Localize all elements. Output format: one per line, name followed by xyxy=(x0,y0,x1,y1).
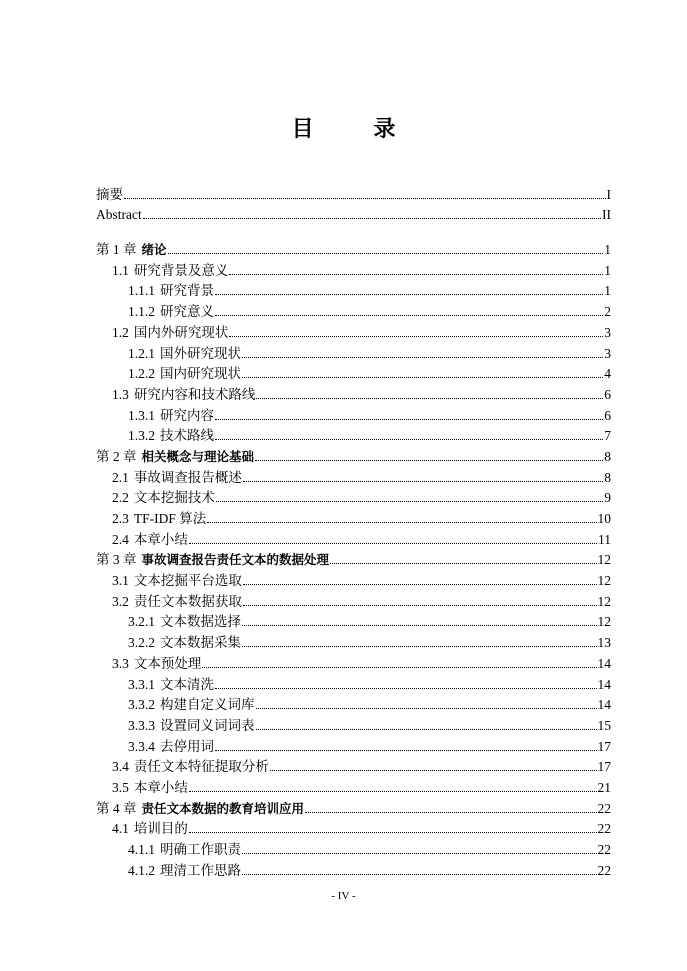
toc-entry-label xyxy=(112,259,228,279)
toc-entry[interactable] xyxy=(96,182,611,203)
toc-entry-label xyxy=(112,528,188,548)
toc-entry-page: 7 xyxy=(604,428,611,444)
toc-entry-text: 文本数据采集 xyxy=(160,635,241,651)
toc-entry-label xyxy=(128,673,214,693)
toc-entry-number: 第 3 章 xyxy=(96,552,137,568)
toc-entry[interactable] xyxy=(96,651,611,672)
toc-entry-label xyxy=(112,590,242,610)
toc-entry-label xyxy=(128,404,214,424)
dot-leader xyxy=(229,336,603,337)
toc-entry-number: 第 4 章 xyxy=(96,800,137,816)
dot-leader xyxy=(207,522,596,523)
toc-entry-text: 研究背景 xyxy=(160,283,214,299)
toc-entry-page: I xyxy=(606,186,611,202)
toc-entry-number: 2.3 xyxy=(112,511,129,526)
dot-leader xyxy=(256,398,603,399)
toc-entry-page: 22 xyxy=(597,800,611,816)
toc-entry-label xyxy=(128,362,241,382)
toc-entry-label xyxy=(96,445,254,465)
toc-entry-page: 8 xyxy=(604,469,611,485)
toc-entry[interactable] xyxy=(96,817,611,838)
toc-entry-page: 4 xyxy=(604,366,611,382)
toc-entry-page: 12 xyxy=(597,573,611,589)
toc-entry[interactable] xyxy=(96,548,611,569)
toc-entry-number: 1.1.2 xyxy=(128,304,155,320)
toc-entry-label xyxy=(112,507,206,527)
toc-entry-text: Abstract xyxy=(96,207,142,223)
toc-entry-text: 研究内容和技术路线 xyxy=(133,386,256,402)
toc-entry-label xyxy=(128,838,241,858)
toc-entry-text: 本章小结 xyxy=(133,779,188,795)
toc-entry-page: 12 xyxy=(597,593,611,609)
dot-leader xyxy=(256,708,597,709)
dot-leader xyxy=(189,832,597,833)
dot-leader xyxy=(242,377,603,378)
toc-entry[interactable] xyxy=(96,693,611,714)
toc-entry-page: 3 xyxy=(604,345,611,361)
dot-leader xyxy=(189,543,597,544)
toc-entry-text: 事故调查报告概述 xyxy=(133,469,242,485)
toc-entry-text: 责任文本特征提取分析 xyxy=(133,759,269,775)
toc-entry-text: 摘要 xyxy=(96,186,123,202)
toc-entry-page: 6 xyxy=(604,407,611,423)
toc-entry[interactable] xyxy=(96,713,611,734)
toc-entry-label xyxy=(128,342,241,362)
toc-entry-page: 1 xyxy=(604,262,611,278)
toc-entry-number: 3.5 xyxy=(112,779,129,795)
toc-entry-number: 1.1.1 xyxy=(128,283,155,299)
toc-entry-number: 3.3.1 xyxy=(128,676,155,692)
toc-entry-page: 2 xyxy=(604,304,611,320)
toc-entry-number: 1.3.2 xyxy=(128,428,155,444)
toc-entry-number: 1.2.1 xyxy=(128,345,155,361)
toc-entry-text: 事故调查报告责任文本的数据处理 xyxy=(141,552,330,568)
toc-entry-label xyxy=(112,817,188,837)
toc-entry[interactable] xyxy=(96,837,611,858)
toc-title: 目 录 xyxy=(291,117,422,142)
toc-entry-text: 文本预处理 xyxy=(133,655,202,671)
toc-entry[interactable] xyxy=(96,589,611,610)
toc-entry-label xyxy=(128,631,241,651)
dot-leader xyxy=(255,460,603,461)
toc-entry-label xyxy=(112,569,242,589)
toc-entry-number: 3.2.1 xyxy=(128,614,155,630)
toc-entry-number: 1.2.2 xyxy=(128,366,155,382)
toc-entry-page: II xyxy=(602,207,611,223)
toc-entry-number: 3.3 xyxy=(112,655,129,671)
toc-entry[interactable] xyxy=(96,486,611,507)
toc-entry-text: 责任文本数据获取 xyxy=(133,593,242,609)
toc-entry-text: 培训目的 xyxy=(133,821,188,837)
toc-entry-page: 14 xyxy=(597,655,611,671)
toc-entry-text: 构建自定义词库 xyxy=(160,697,255,713)
toc-entry-label xyxy=(96,238,167,258)
dot-leader xyxy=(242,646,597,647)
toc-entry[interactable] xyxy=(96,237,611,258)
toc-entry-text: 本章小结 xyxy=(133,531,188,547)
toc-entry-page: 1 xyxy=(604,242,611,258)
dot-leader xyxy=(243,605,597,606)
toc-entry-label xyxy=(112,486,215,506)
toc-entry-text: 绪论 xyxy=(141,242,167,258)
toc-entry-text: 文本挖掘技术 xyxy=(133,490,215,506)
toc-entry-label xyxy=(128,735,214,755)
toc-entry-text: TF-IDF 算法 xyxy=(133,511,207,526)
toc-entry-page: 15 xyxy=(597,717,611,733)
toc-entry-number: 3.3.4 xyxy=(128,738,155,754)
toc-entry[interactable] xyxy=(96,403,611,424)
toc-entry-page: 22 xyxy=(597,821,611,837)
toc-entry-page: 21 xyxy=(597,779,611,795)
toc-entry-number: 3.1 xyxy=(112,573,129,589)
toc-entry-text: 技术路线 xyxy=(160,428,214,444)
toc-entry-label xyxy=(96,548,329,568)
toc-entry[interactable] xyxy=(96,341,611,362)
page-number: - IV - xyxy=(331,890,356,902)
toc-entry-label xyxy=(112,652,201,672)
toc-entry-number: 3.3.2 xyxy=(128,697,155,713)
dot-leader xyxy=(124,198,606,199)
dot-leader xyxy=(243,584,597,585)
toc-entry-number: 3.4 xyxy=(112,759,129,775)
toc-entry-text: 文本清洗 xyxy=(160,676,214,692)
toc-entry-label xyxy=(112,466,242,486)
toc-entry[interactable] xyxy=(96,320,611,341)
toc-entry-text: 国外研究现状 xyxy=(160,345,241,361)
toc-entry-page: 22 xyxy=(597,842,611,857)
dot-leader xyxy=(216,501,603,502)
toc-entry-page: 8 xyxy=(604,448,611,464)
toc-entry-text: 国内外研究现状 xyxy=(133,324,229,340)
toc-entry[interactable] xyxy=(96,299,611,320)
toc-entry-number: 3.2 xyxy=(112,593,129,609)
dot-leader xyxy=(256,729,597,730)
dot-leader xyxy=(215,294,603,295)
toc-entry-page: 17 xyxy=(597,759,611,775)
toc-entry[interactable] xyxy=(96,796,611,817)
toc-entry-label xyxy=(96,183,123,203)
toc-entry-label xyxy=(112,383,255,403)
toc-entry-page: 14 xyxy=(597,676,611,692)
toc-entry-page: 17 xyxy=(597,738,611,754)
toc-entry-number: 1.3 xyxy=(112,386,129,402)
toc-entry-text: 明确工作职责 xyxy=(160,842,241,857)
toc-entry-label xyxy=(128,279,214,299)
toc-entry-page: 3 xyxy=(604,324,611,340)
dot-leader xyxy=(242,853,597,854)
toc-entry[interactable] xyxy=(96,672,611,693)
toc-entry-text: 理清工作思路 xyxy=(160,862,241,878)
dot-leader xyxy=(215,439,603,440)
toc-entry-text: 文本挖掘平台选取 xyxy=(133,573,242,589)
toc-entry[interactable] xyxy=(96,465,611,486)
toc-entry-number: 1.1 xyxy=(112,262,129,278)
toc-entry-number: 4.1.1 xyxy=(128,842,155,857)
toc-entry-text: 文本数据选择 xyxy=(160,614,241,630)
toc-entry-label xyxy=(96,207,142,223)
dot-leader xyxy=(330,563,596,564)
toc-entry-label xyxy=(112,755,269,775)
toc-entry[interactable] xyxy=(96,630,611,651)
toc-entry[interactable] xyxy=(96,734,611,755)
toc-entry[interactable] xyxy=(96,755,611,776)
dot-leader xyxy=(305,812,596,813)
toc-entry-page: 22 xyxy=(597,862,611,878)
toc-entry-text: 设置同义词词表 xyxy=(160,717,255,733)
toc-entry-number: 第 1 章 xyxy=(96,242,137,258)
toc-entry[interactable] xyxy=(96,382,611,403)
toc-entry-text: 去停用词 xyxy=(160,738,214,754)
toc-entry-text: 相关概念与理论基础 xyxy=(141,448,255,464)
toc-entry-text: 责任文本数据的教育培训应用 xyxy=(141,800,305,816)
toc-entry-label xyxy=(128,424,214,444)
toc-entry-page: 6 xyxy=(604,386,611,402)
toc-entry-page: 12 xyxy=(597,614,611,630)
toc-entry[interactable] xyxy=(96,506,611,527)
toc-entry-page: 10 xyxy=(597,511,611,526)
toc-entry-text: 国内研究现状 xyxy=(160,366,241,382)
dot-leader xyxy=(215,750,597,751)
toc-entry-page: 9 xyxy=(604,490,611,506)
toc-entry-number: 2.4 xyxy=(112,531,129,547)
toc-entry-label xyxy=(128,300,214,320)
toc-entry-label xyxy=(128,610,241,630)
toc-entry-text: 研究意义 xyxy=(160,304,214,320)
toc-entry[interactable] xyxy=(96,258,611,279)
dot-leader xyxy=(242,874,597,875)
toc-entry-number: 4.1 xyxy=(112,821,129,837)
dot-leader xyxy=(270,770,597,771)
toc-entry-number: 第 2 章 xyxy=(96,448,137,464)
toc-entry[interactable] xyxy=(96,858,611,879)
dot-leader xyxy=(229,274,603,275)
toc-entry-label xyxy=(96,797,304,817)
dot-leader xyxy=(242,357,603,358)
toc-entry-number: 2.2 xyxy=(112,490,129,506)
dot-leader xyxy=(242,625,597,626)
toc-entry-label xyxy=(128,859,241,879)
toc-entry[interactable] xyxy=(96,527,611,548)
dot-leader xyxy=(215,315,603,316)
toc-entry[interactable] xyxy=(96,775,611,796)
dot-leader xyxy=(215,688,597,689)
toc-entry-number: 2.1 xyxy=(112,469,129,485)
toc-entry-page: 13 xyxy=(597,635,611,651)
toc-entry[interactable] xyxy=(96,362,611,383)
dot-leader xyxy=(168,253,604,254)
toc-entry-number: 3.2.2 xyxy=(128,635,155,651)
table-of-contents xyxy=(96,182,611,879)
toc-entry-text: 研究背景及意义 xyxy=(133,262,229,278)
toc-entry[interactable] xyxy=(96,444,611,465)
toc-entry-page: 12 xyxy=(597,552,611,568)
toc-entry-number: 4.1.2 xyxy=(128,862,155,878)
toc-entry-label xyxy=(128,693,255,713)
toc-entry-text: 研究内容 xyxy=(160,407,214,423)
dot-leader xyxy=(202,667,596,668)
toc-entry-page: 14 xyxy=(597,697,611,713)
dot-leader xyxy=(143,218,601,219)
dot-leader xyxy=(215,419,603,420)
toc-entry[interactable] xyxy=(96,279,611,300)
toc-entry[interactable] xyxy=(96,610,611,631)
dot-leader xyxy=(243,481,603,482)
toc-entry-label xyxy=(112,776,188,796)
toc-entry-page: 11 xyxy=(598,531,611,547)
toc-entry-label xyxy=(128,714,255,734)
toc-entry[interactable] xyxy=(96,568,611,589)
toc-entry-number: 1.3.1 xyxy=(128,407,155,423)
toc-entry-label xyxy=(112,321,228,341)
toc-entry-number: 1.2 xyxy=(112,324,129,340)
dot-leader xyxy=(189,791,597,792)
toc-entry-page: 1 xyxy=(604,283,611,299)
toc-entry[interactable] xyxy=(96,203,611,224)
toc-entry[interactable] xyxy=(96,424,611,445)
toc-entry-number: 3.3.3 xyxy=(128,717,155,733)
